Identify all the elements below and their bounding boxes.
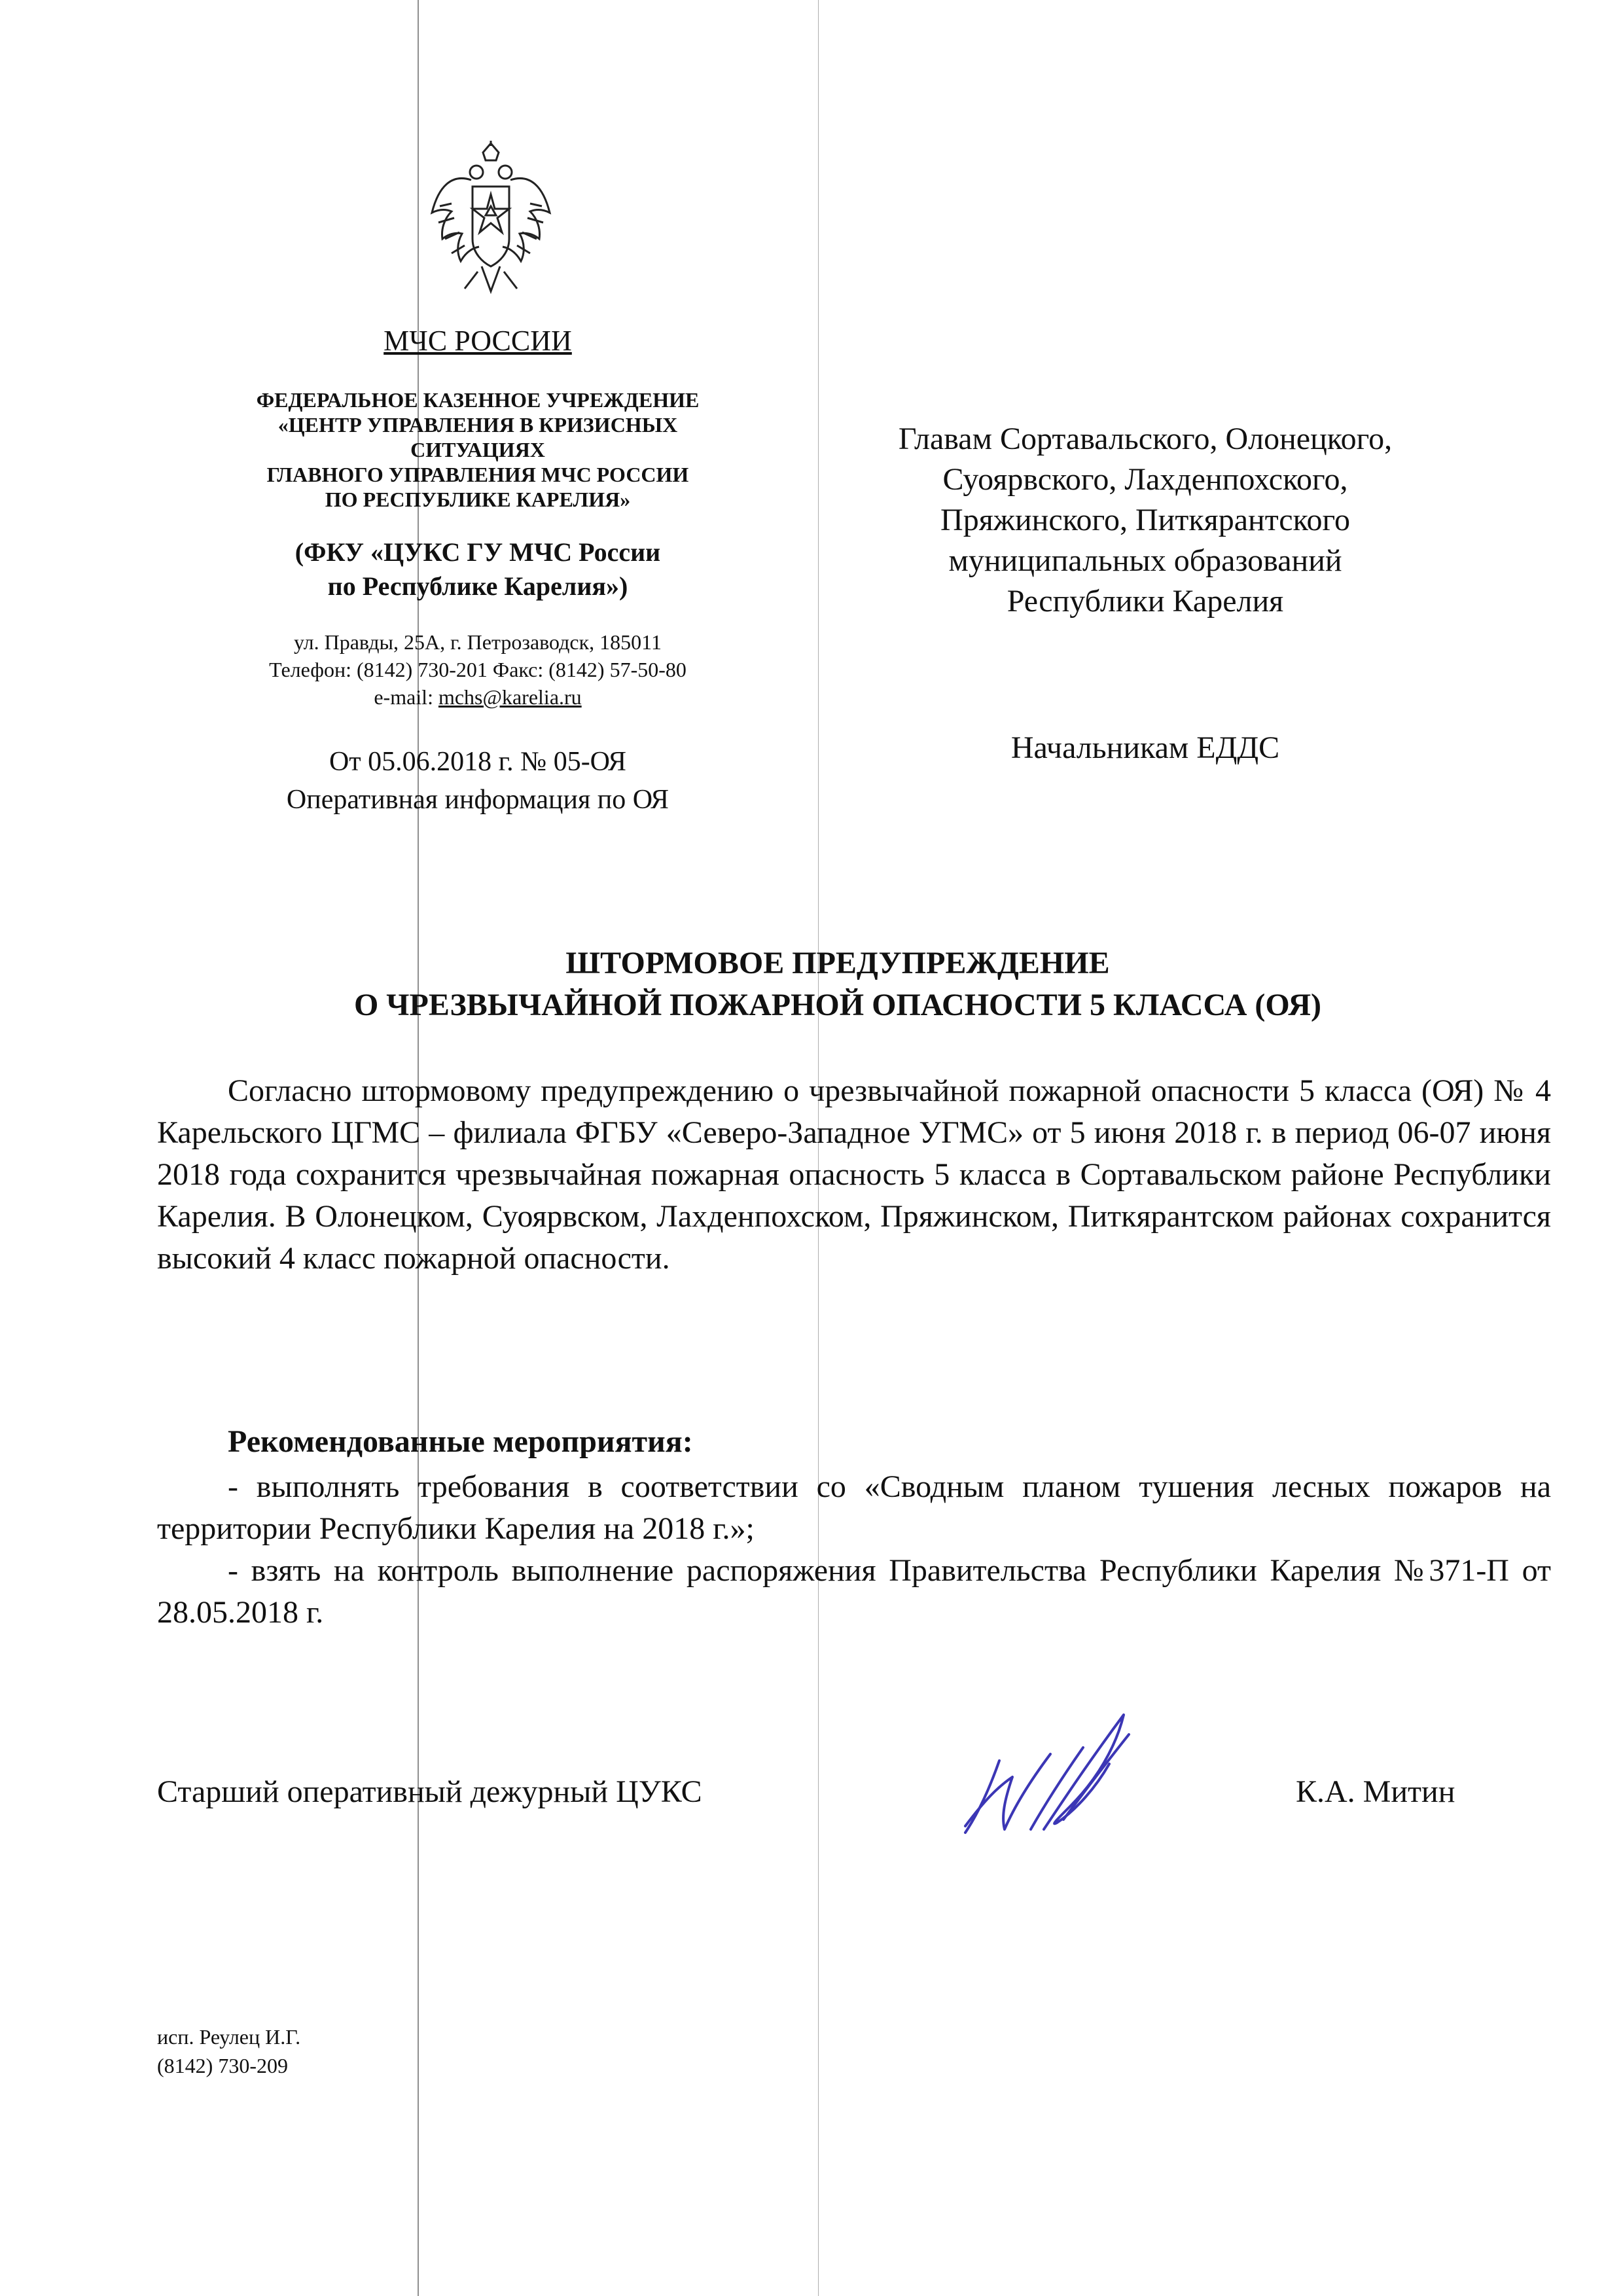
org-email	[183, 683, 772, 711]
org-phone: Телефон: (8142) 730-201 Факс: (8142) 57-50-80	[269, 658, 687, 681]
recommendation-item: - взять на контроль выполнение распоряжения Правительства Республики Карелия №371-П от 28.05.2018 г.	[157, 1553, 1551, 1630]
title-line: О ЧРЕЗВЫЧАЙНОЙ ПОЖАРНОЙ ОПАСНОСТИ 5 КЛАССА (ОЯ)	[353, 988, 1322, 1022]
org-short-name	[183, 535, 772, 603]
recommendations-heading: Рекомендованные мероприятия:	[228, 1424, 693, 1459]
addressee-block	[818, 419, 1472, 622]
signatory-position: Старший оперативный дежурный ЦУКС	[157, 1774, 702, 1809]
addressee-line: муниципальных образований	[948, 543, 1342, 578]
body-paragraph: Согласно штормовому предупреждению о чрезвычайной пожарной опасности 5 класса (ОЯ) № 4 Карельского ЦГМС – филиала ФГБУ «Северо-Западное УГМС» от 5 июня 2018 г. в период 06-07 июня 2018 года сохранится чрезвычайная пожарная опасность 5 класса в Сортавальском районе Республики Карелия. В Олонецком, Суоярвском, Лахденпохском, Пряжинском, Питкярантском районах сохранится высокий 4 класс пожарной опасности.	[157, 1073, 1551, 1276]
addressee-line: Суоярвского, Лахденпохского,	[942, 462, 1348, 497]
org-line: ГЛАВНОГО УПРАВЛЕНИЯ МЧС РОССИИ	[266, 463, 689, 486]
org-line: ФЕДЕРАЛЬНОЕ КАЗЕННОЕ УЧРЕЖДЕНИЕ	[256, 388, 700, 412]
org-line: СИТУАЦИЯХ	[410, 438, 545, 461]
email-label: e-mail:	[374, 685, 438, 709]
reference-subject: Оперативная информация по ОЯ	[286, 785, 669, 815]
org-full-name	[183, 387, 772, 512]
org-name: МЧС РОССИИ	[383, 325, 572, 357]
document-title	[118, 942, 1558, 1026]
addressee-line: Республики Карелия	[1007, 584, 1284, 619]
emblem-icon	[425, 141, 556, 298]
reference-number: От 05.06.2018 г. № 05-ОЯ	[329, 747, 627, 777]
email-link[interactable]: mchs@karelia.ru	[438, 685, 582, 709]
org-line: ПО РЕСПУБЛИКЕ КАРЕЛИЯ»	[325, 488, 631, 511]
org-line: «ЦЕНТР УПРАВЛЕНИЯ В КРИЗИСНЫХ	[277, 413, 678, 437]
org-short-line: по Республике Карелия»)	[327, 571, 628, 601]
addressee-secondary: Начальникам ЕДДС	[1010, 730, 1280, 765]
org-contacts	[183, 628, 772, 711]
title-line: ШТОРМОВОЕ ПРЕДУПРЕЖДЕНИЕ	[565, 946, 1110, 980]
addressee-line: Пряжинского, Питкярантского	[940, 503, 1350, 537]
recommendation-item: - выполнять требования в соответствии со «Сводным планом тушения лесных пожаров на территории Республики Карелия на 2018 г.»;	[157, 1469, 1551, 1546]
signatory-name: К.А. Митин	[1296, 1774, 1455, 1809]
executor-block	[157, 2022, 300, 2080]
addressee-line: Главам Сортавальского, Олонецкого,	[898, 422, 1393, 456]
handwritten-signature	[952, 1702, 1142, 1839]
org-address: ул. Правды, 25А, г. Петрозаводск, 185011	[294, 630, 662, 654]
executor-phone: (8142) 730-209	[157, 2054, 288, 2077]
org-short-line: (ФКУ «ЦУКС ГУ МЧС России	[294, 537, 661, 567]
document-reference	[183, 743, 772, 819]
executor-name: исп. Реулец И.Г.	[157, 2025, 301, 2049]
